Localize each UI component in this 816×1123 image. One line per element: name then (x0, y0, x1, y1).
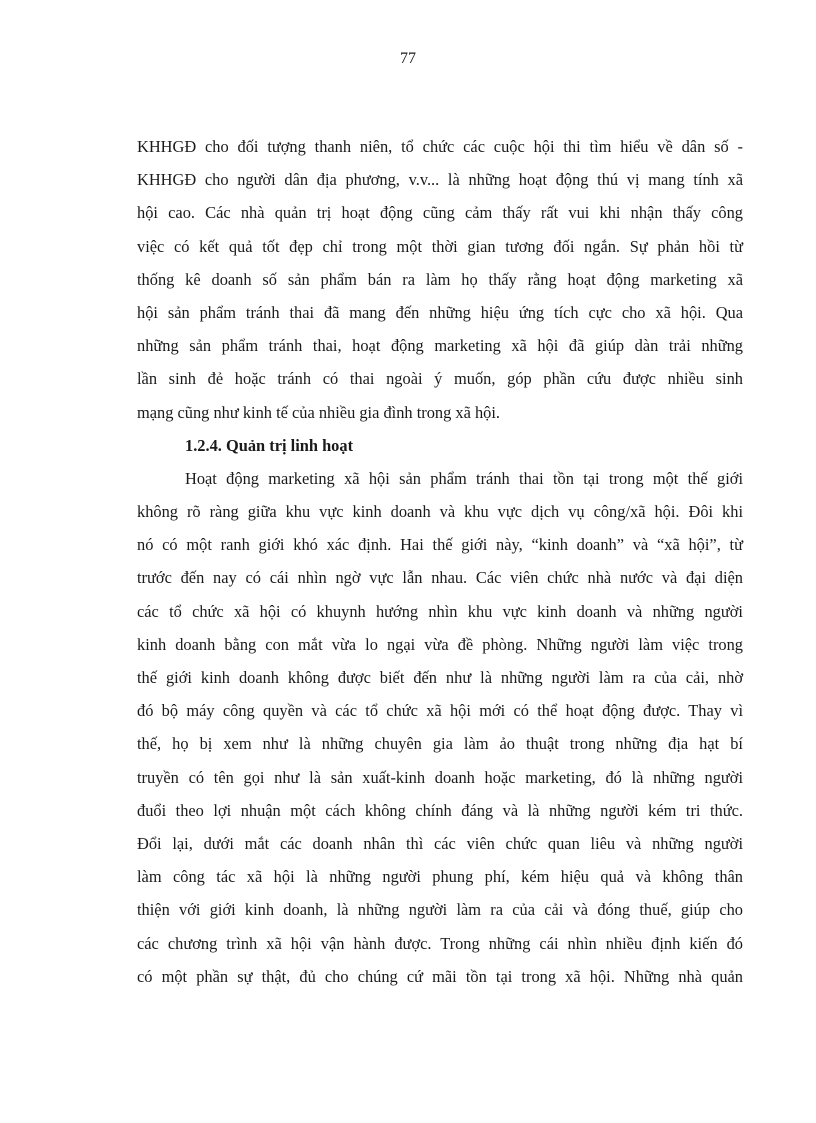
text-line: làm công tác xã hội là những người phung phí, kém hiệu quả và không thân (137, 867, 743, 887)
paragraph-2 (137, 462, 743, 993)
text-line: đuổi theo lợi nhuận một cách không chính đáng và là những người kém tri thức. (137, 800, 743, 820)
text-line: thiện với giới kinh doanh, là những người làm ra của cải và đóng thuế, giúp cho (137, 900, 743, 920)
text-line: hội sản phẩm tránh thai đã mang đến những hiệu ứng tích cực cho xã hội. Qua (137, 302, 743, 322)
text-line: lần sinh đẻ hoặc tránh có thai ngoài ý muốn, góp phần cứu được nhiều sinh (137, 369, 743, 389)
text-line: các chương trình xã hội vận hành được. Trong những cái nhìn nhiều định kiến đó (137, 933, 743, 953)
document-body (137, 130, 743, 993)
text-line: nó có một ranh giới khó xác định. Hai thế giới này, “kinh doanh” và “xã hội”, từ (137, 535, 743, 555)
text-line: việc có kết quả tốt đẹp chỉ trong một thời gian tương đối ngắn. Sự phản hồi từ (137, 236, 743, 256)
text-line: kinh doanh bằng con mắt vừa lo ngại vừa đề phòng. Những người làm việc trong (137, 634, 743, 654)
text-line: thống kê doanh số sản phẩm bán ra làm họ thấy rằng hoạt động marketing xã (137, 269, 743, 289)
text-line: có một phần sự thật, đủ cho chúng cứ mãi tồn tại trong xã hội. Những nhà quản (137, 966, 743, 986)
section-heading: 1.2.4. Quản trị linh hoạt (185, 435, 354, 455)
text-line: Đổi lại, dưới mắt các doanh nhân thì các viên chức quan liêu và những người (137, 833, 743, 853)
paragraph-1 (137, 130, 743, 429)
text-line: truyền có tên gọi như là sản xuất-kinh doanh hoặc marketing, đó là những người (137, 767, 743, 787)
text-line: hội cao. Các nhà quản trị hoạt động cũng cảm thấy rất vui khi nhận thấy công (137, 203, 743, 223)
text-line: những sản phẩm tránh thai, hoạt động marketing xã hội đã giúp dàn trải những (137, 336, 743, 356)
text-line: thế, họ bị xem như là những chuyên gia làm ảo thuật trong những địa hạt bí (137, 734, 743, 754)
text-line: không rõ ràng giữa khu vực kinh doanh và khu vực dịch vụ công/xã hội. Đôi khi (137, 502, 743, 522)
text-line: KHHGĐ cho đối tượng thanh niên, tổ chức các cuộc hội thi tìm hiểu về dân số - (137, 137, 743, 156)
text-line: đó bộ máy công quyền và các tổ chức xã hội mới có thể hoạt động được. Thay vì (137, 701, 743, 721)
text-line: KHHGĐ cho người dân địa phương, v.v... là những hoạt động thú vị mang tính xã (137, 170, 743, 190)
text-line: các tổ chức xã hội có khuynh hướng nhìn khu vực kinh doanh và những người (137, 601, 743, 621)
text-line: trước đến nay có cái nhìn ngờ vực lẫn nhau. Các viên chức nhà nước và đại diện (137, 568, 743, 588)
text-line: mạng cũng như kinh tế của nhiều gia đình trong xã hội. (137, 402, 501, 422)
page-number: 77 (400, 50, 416, 67)
text-line: thế giới kinh doanh không được biết đến như là những người làm ra của cải, nhờ (137, 668, 743, 687)
text-line: Hoạt động marketing xã hội sản phẩm tránh thai tồn tại trong một thế giới (185, 468, 743, 488)
